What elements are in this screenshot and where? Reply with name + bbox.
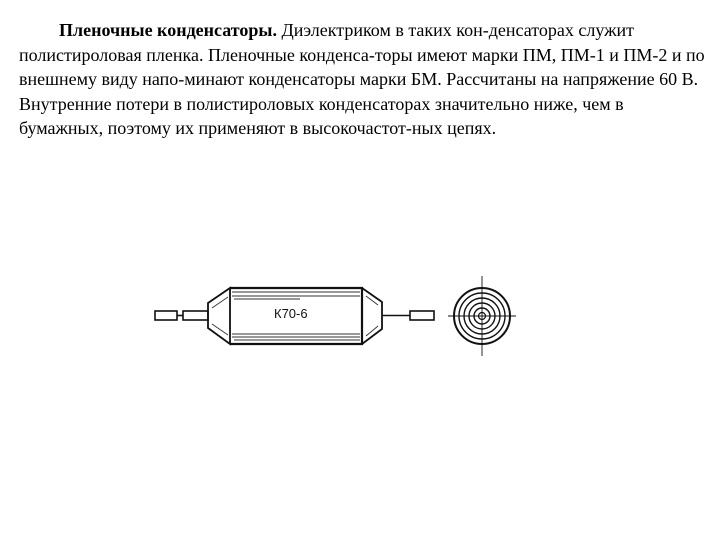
capacitor-end-view <box>448 276 516 356</box>
paragraph-body: Диэлектриком в таких кон-денсаторах служит полистироловая пленка. Пленочные конденса-торы имеют марки ПМ, ПМ-1 и ПМ-2 и по внешнему виду напо-минают конденсаторы марки БМ. Рассчитаны на напряжение 60 В. Внутренние потери в полистироловых конденсаторах значительно ниже, чем в бумажных, поэтому их применяют в высокочастот-ных цепях. <box>19 20 705 138</box>
paragraph-heading: Пленочные конденсаторы. <box>59 20 277 40</box>
description-paragraph <box>19 18 709 141</box>
capacitor-marking: К70-6 <box>274 306 308 321</box>
right-lead <box>382 311 434 320</box>
capacitor-drawing <box>150 270 530 370</box>
left-lead <box>155 311 208 320</box>
capacitor-figure <box>150 270 530 370</box>
